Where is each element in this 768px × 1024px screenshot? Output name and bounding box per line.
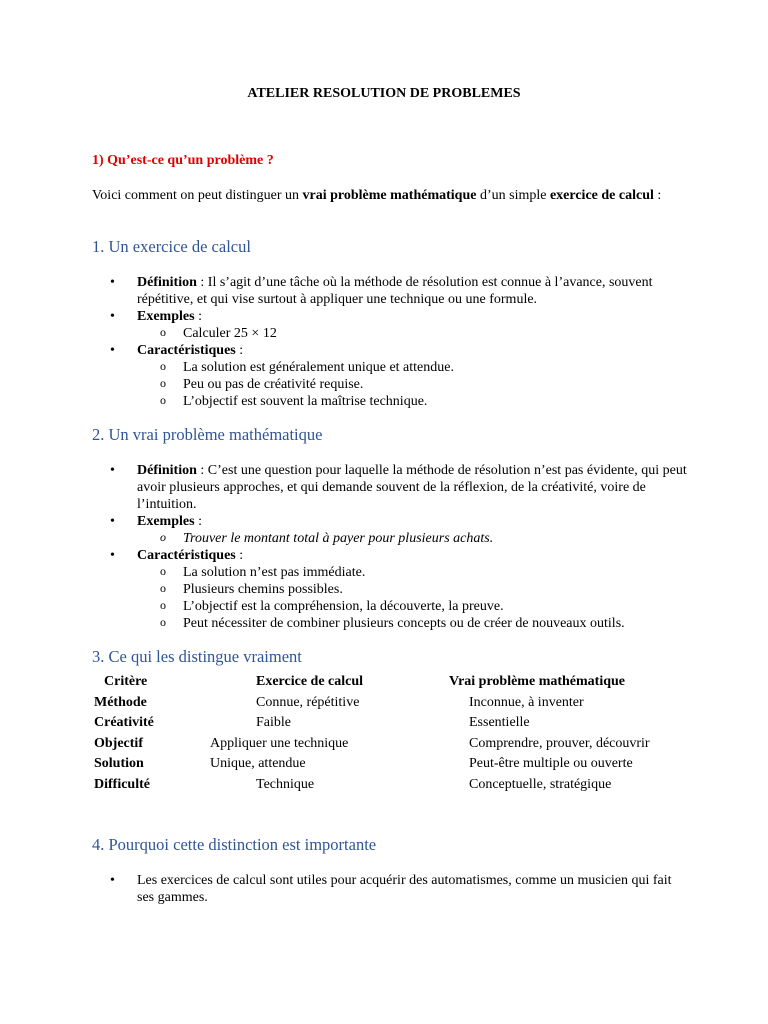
examples-colon: : xyxy=(194,514,202,529)
definition-label: Définition xyxy=(137,275,197,290)
intro-paragraph xyxy=(92,187,692,204)
section-1-heading: 1. Un exercice de calcul xyxy=(92,237,251,256)
table-cell-criterion: Difficulté xyxy=(94,777,150,792)
characteristic-item: o Peut nécessiter de combiner plusieurs concepts ou de créer de nouveaux outils. xyxy=(137,615,690,632)
table-cell-criterion: Créativité xyxy=(94,715,154,730)
table-cell-exercise: Appliquer une technique xyxy=(210,736,349,751)
examples-item xyxy=(110,308,690,342)
characteristic-item: o Peu ou pas de créativité requise. xyxy=(137,376,690,393)
table-cell-problem: Essentielle xyxy=(469,715,530,730)
table-header-criterion: Critère xyxy=(104,674,148,689)
characteristics-label: Caractéristiques xyxy=(137,548,236,563)
table-cell-exercise: Faible xyxy=(256,715,291,730)
intro-text-3: : xyxy=(653,188,662,203)
section-3-heading: 3. Ce qui les distingue vraiment xyxy=(92,647,302,666)
table-header-exercise: Exercice de calcul xyxy=(256,674,364,689)
examples-colon: : xyxy=(194,309,202,324)
table-cell-problem: Comprendre, prouver, découvrir xyxy=(469,736,650,751)
table-cell-exercise: Unique, attendue xyxy=(210,756,306,771)
definition-text: : Il s’agit d’une tâche où la méthode de résolution est connue à l’avance, souvent répétitive, et qui vise surtout à appliquer une technique ou une formule. xyxy=(137,275,653,307)
examples-label: Exemples xyxy=(137,514,195,529)
table-cell-problem: Peut-être multiple ou ouverte xyxy=(469,756,633,771)
characteristics-item xyxy=(110,547,690,632)
definition-label: Définition xyxy=(137,463,197,478)
characteristics-colon: : xyxy=(235,343,244,358)
intro-text-2: d’un simple xyxy=(476,188,550,203)
characteristics-label: Caractéristiques xyxy=(137,343,236,358)
table-cell-criterion: Méthode xyxy=(94,695,147,710)
question-heading: 1) Qu’est-ce qu’un problème ? xyxy=(92,153,274,168)
examples-sublist xyxy=(137,530,690,547)
definition-item xyxy=(110,462,690,513)
section-2-heading: 2. Un vrai problème mathématique xyxy=(92,425,323,444)
table-cell-problem: Inconnue, à inventer xyxy=(469,695,584,710)
characteristics-sublist xyxy=(137,359,690,410)
example-item: o Calculer 25 × 12 xyxy=(137,325,690,342)
document-title: ATELIER RESOLUTION DE PROBLEMES xyxy=(247,86,521,101)
examples-item xyxy=(110,513,690,547)
table-cell-criterion: Objectif xyxy=(94,736,143,751)
section-4-list xyxy=(110,872,690,906)
section-2-list xyxy=(110,462,690,632)
characteristic-item: o La solution est généralement unique et attendue. xyxy=(137,359,690,376)
table-header-problem: Vrai problème mathématique xyxy=(449,674,626,689)
table-cell-exercise: Connue, répétitive xyxy=(256,695,360,710)
examples-sublist xyxy=(137,325,690,342)
intro-bold-1: vrai problème mathématique xyxy=(302,188,477,203)
characteristic-item: o Plusieurs chemins possibles. xyxy=(137,581,690,598)
characteristics-sublist xyxy=(137,564,690,632)
intro-bold-2: exercice de calcul xyxy=(549,188,654,203)
examples-label: Exemples xyxy=(137,309,195,324)
definition-text: : C’est une question pour laquelle la méthode de résolution n’est pas évidente, qui peut avoir plusieurs approches, et qui demande souvent de la réflexion, de la créativité, voire de l’intuition. xyxy=(137,463,687,512)
list-item: • Les exercices de calcul sont utiles pour acquérir des automatismes, comme un musicien qui fait ses gammes. xyxy=(110,872,690,906)
table-cell-problem: Conceptuelle, stratégique xyxy=(469,777,612,792)
characteristic-item: o L’objectif est la compréhension, la découverte, la preuve. xyxy=(137,598,690,615)
section-1-list xyxy=(110,274,690,410)
example-item: o Trouver le montant total à payer pour plusieurs achats. xyxy=(137,530,690,547)
table-cell-criterion: Solution xyxy=(94,756,144,771)
section-4-heading: 4. Pourquoi cette distinction est importante xyxy=(92,835,377,854)
intro-text-1: Voici comment on peut distinguer un xyxy=(92,188,303,203)
characteristics-colon: : xyxy=(235,548,244,563)
definition-item xyxy=(110,274,690,308)
characteristic-item: o La solution n’est pas immédiate. xyxy=(137,564,690,581)
characteristics-item xyxy=(110,342,690,410)
characteristic-item: o L’objectif est souvent la maîtrise technique. xyxy=(137,393,690,410)
table-cell-exercise: Technique xyxy=(256,777,315,792)
